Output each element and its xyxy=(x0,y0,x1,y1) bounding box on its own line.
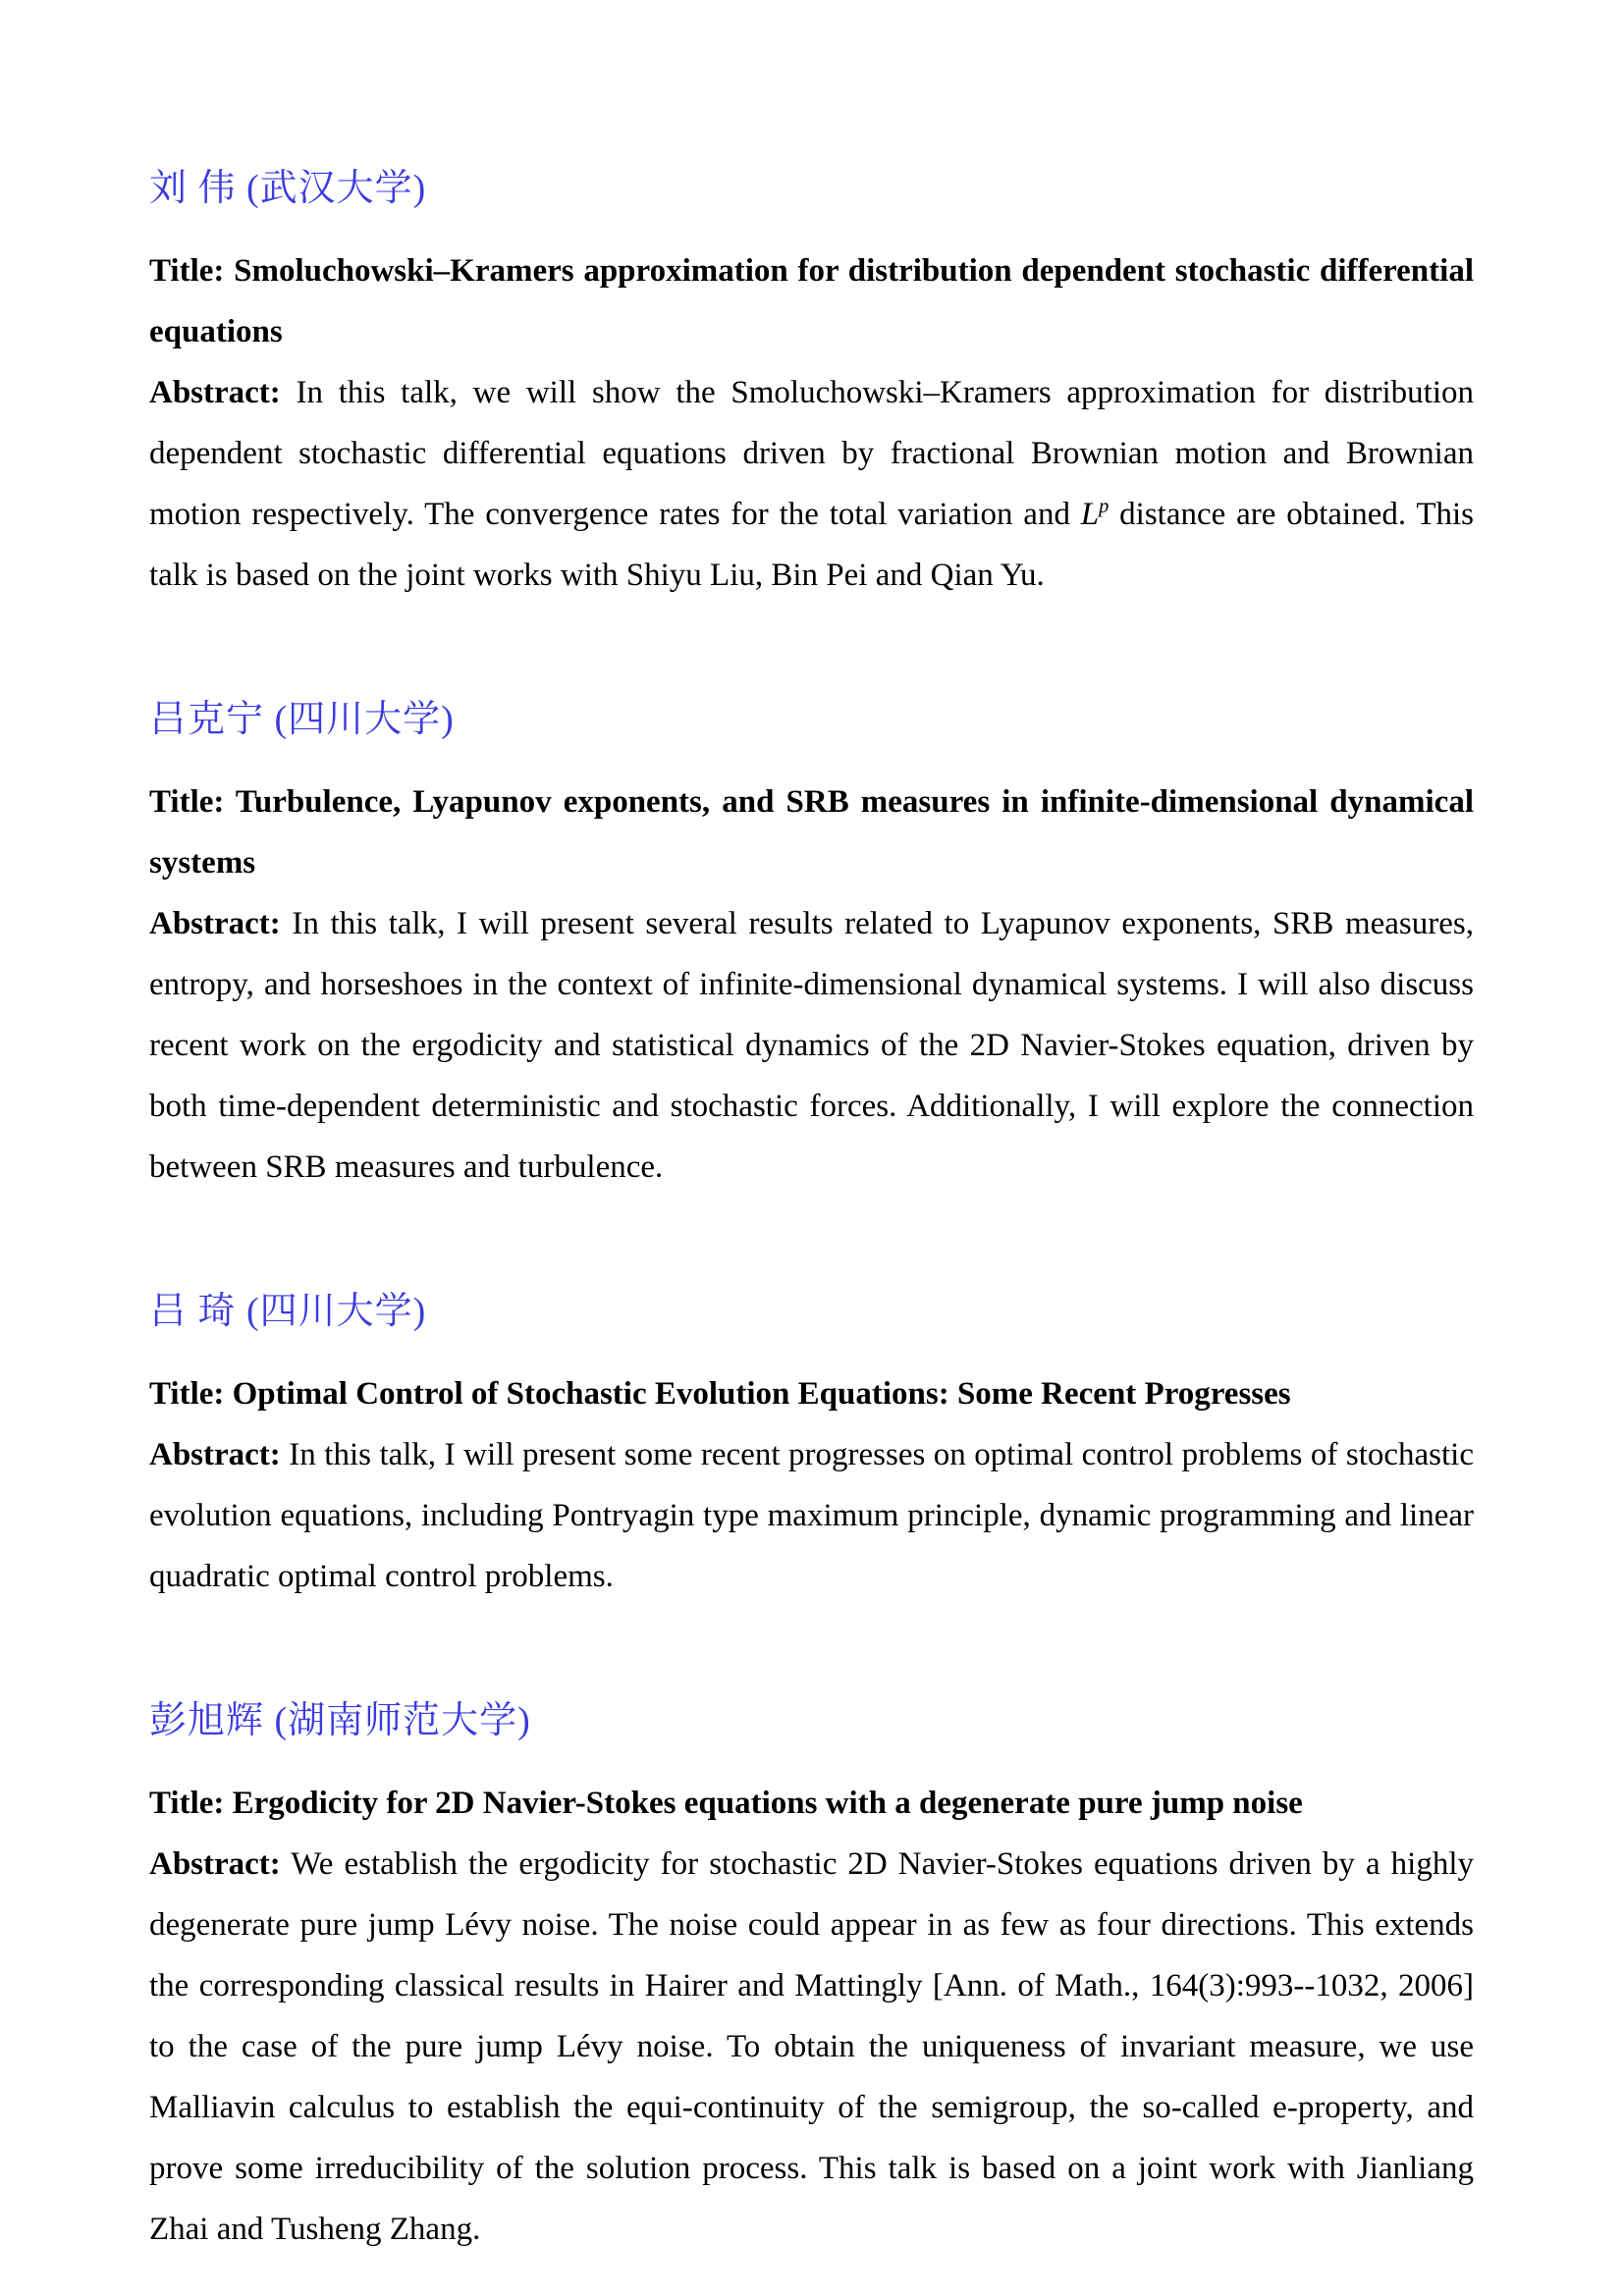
abstract-segment: Abstract: xyxy=(149,1437,281,1472)
talk-abstract xyxy=(149,893,1474,1198)
abstract-segment: distance are obtained. This talk is based on the joint works with Shiyu Liu, Bin Pei and Qian Yu. xyxy=(149,497,1474,593)
abstract-segment: We establish the ergodicity for stochastic 2D Navier-Stokes equations driven by a highly degenerate pure jump Lévy noise. The noise could appear in as few as four directions. This extends the corresponding classical results in Hairer and Mattingly [Ann. of Math., 164(3):993--1032, 2006] to the case of the pure jump Lévy noise. To obtain the uniqueness of invariant measure, we use Malliavin calculus to establish the equi-continuity of the semigroup, the so-called e-property, and prove some irreducibility of the solution process. This talk is based on a joint work with Jianliang Zhai and Tusheng Zhang. xyxy=(149,1846,1474,2247)
speaker-name: 刘 伟 (武汉大学) xyxy=(149,168,427,209)
talk-title: Title: Optimal Control of Stochastic Evolution Equations: Some Recent Progresses xyxy=(149,1376,1291,1412)
talk-abstract xyxy=(149,1424,1474,1607)
abstract-entry xyxy=(149,1288,1474,1607)
abstract-segment: In this talk, we will show the Smoluchowski–Kramers approximation for distribution dependent stochastic differential equations driven by fractional Brownian motion and Brownian motion respectively. The convergence rates for the total variation and xyxy=(149,375,1474,532)
speaker-name: 彭旭辉 (湖南师范大学) xyxy=(149,1700,531,1741)
abstract-segment: Abstract: xyxy=(149,1846,281,1882)
talk-title: Title: Ergodicity for 2D Navier-Stokes equations with a degenerate pure jump noise xyxy=(149,1786,1303,1821)
talk-title: Title: Turbulence, Lyapunov exponents, and SRB measures in infinite-dimensional dynamical systems xyxy=(149,784,1474,881)
talk-abstract xyxy=(149,1834,1474,2260)
abstract-segment: Abstract: xyxy=(149,906,281,941)
abstract-segment: p xyxy=(1099,496,1109,517)
entries xyxy=(149,165,1474,2260)
abstract-segment: Abstract: xyxy=(149,375,281,410)
speaker-name: 吕克宁 (四川大学) xyxy=(149,699,455,740)
abstract-entry xyxy=(149,1697,1474,2260)
abstract-segment: L xyxy=(1080,497,1100,532)
speaker-name: 吕 琦 (四川大学) xyxy=(149,1291,427,1332)
abstract-entry xyxy=(149,165,1474,606)
talk-abstract xyxy=(149,362,1474,606)
abstract-segment: In this talk, I will present several results related to Lyapunov exponents, SRB measures, entropy, and horseshoes in the context of infinite-dimensional dynamical systems. I will also discuss recent work on the ergodicity and statistical dynamics of the 2D Navier-Stokes equation, driven by both time-dependent deterministic and stochastic forces. Additionally, I will explore the connection between SRB measures and turbulence. xyxy=(149,906,1474,1185)
talk-title: Title: Smoluchowski–Kramers approximation for distribution dependent stochastic differential equations xyxy=(149,253,1474,349)
abstract-segment: In this talk, I will present some recent progresses on optimal control problems of stochastic evolution equations, including Pontryagin type maximum principle, dynamic programming and linear quadratic optimal control problems. xyxy=(149,1437,1474,1594)
abstract-entry xyxy=(149,696,1474,1198)
